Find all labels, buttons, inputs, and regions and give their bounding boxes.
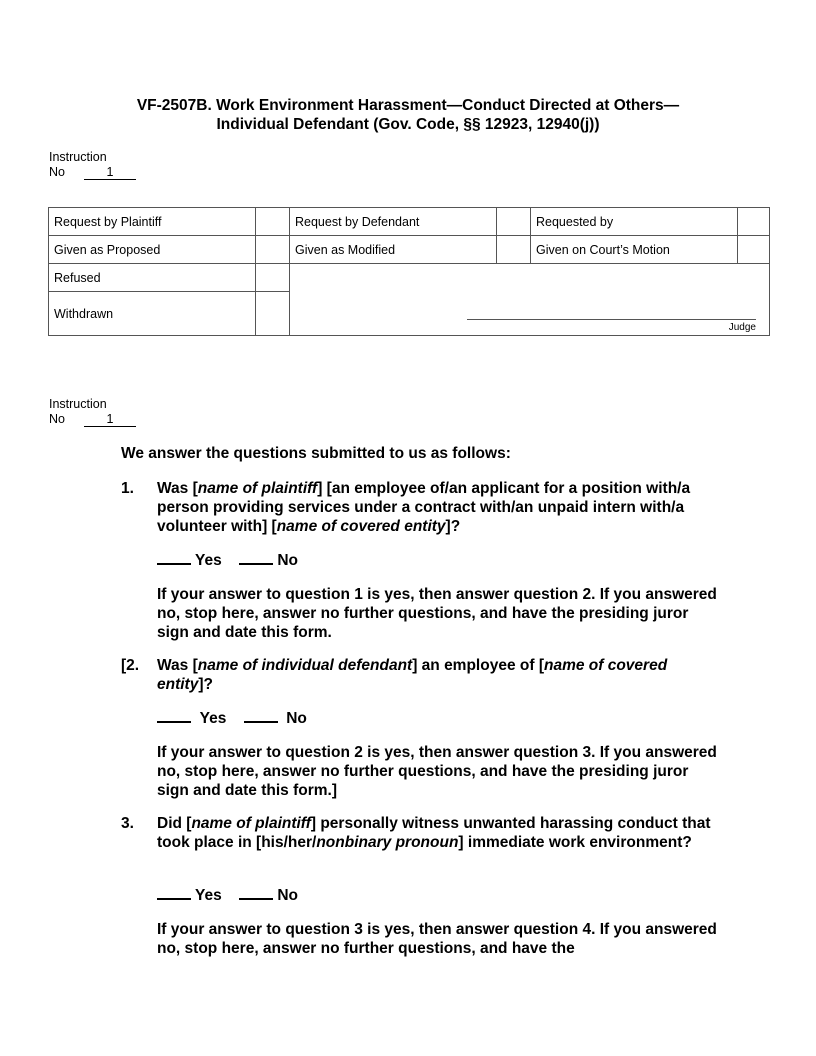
withdrawn-checkbox[interactable] bbox=[256, 292, 290, 336]
yes-label: Yes bbox=[195, 887, 222, 904]
given-as-proposed-checkbox[interactable] bbox=[256, 236, 290, 264]
request-by-plaintiff-label: Request by Plaintiff bbox=[49, 208, 256, 236]
judge-signature-line[interactable] bbox=[467, 319, 756, 320]
instruction-number-2[interactable]: 1 bbox=[84, 413, 136, 427]
instruction-number[interactable]: 1 bbox=[84, 166, 136, 180]
question-number: [2. bbox=[121, 657, 140, 674]
title-line-1: VF-2507B. Work Environment Harassment—Conduct Directed at Others— bbox=[136, 97, 680, 114]
no-label: No bbox=[286, 710, 307, 727]
refused-checkbox[interactable] bbox=[256, 264, 290, 292]
question-number: 1. bbox=[121, 480, 134, 497]
refused-label: Refused bbox=[49, 264, 256, 292]
yes-blank[interactable] bbox=[157, 708, 191, 723]
yes-blank[interactable] bbox=[157, 885, 191, 900]
request-by-defendant-checkbox[interactable] bbox=[497, 208, 531, 236]
question-3-instruction: If your answer to question 3 is yes, then answer question 4. If you answered no, stop here, answer no further questions, and have the bbox=[157, 921, 717, 957]
yes-label: Yes bbox=[195, 552, 222, 569]
answer-choices-1 bbox=[157, 550, 298, 570]
answer-choices-3 bbox=[157, 885, 298, 905]
given-as-modified-checkbox[interactable] bbox=[497, 236, 531, 264]
given-as-modified-label: Given as Modified bbox=[290, 236, 497, 264]
question-3 bbox=[121, 814, 721, 874]
yes-blank[interactable] bbox=[157, 550, 191, 565]
question-1 bbox=[121, 479, 721, 539]
request-by-defendant-label: Request by Defendant bbox=[290, 208, 497, 236]
given-on-courts-motion-checkbox[interactable] bbox=[738, 236, 770, 264]
no-blank[interactable] bbox=[239, 885, 273, 900]
intro-text: We answer the questions submitted to us as follows: bbox=[121, 445, 511, 462]
instruction-number-block-2 bbox=[49, 397, 136, 427]
question-2-instruction: If your answer to question 2 is yes, then answer question 3. If you answered no, stop here, answer no further questions, and have the presiding juror sign and date this form.] bbox=[157, 744, 717, 799]
no-label: No bbox=[49, 165, 65, 179]
instruction-label-2: Instruction bbox=[49, 397, 107, 411]
no-label: No bbox=[277, 552, 298, 569]
no-label-2: No bbox=[49, 412, 65, 426]
instruction-label: Instruction bbox=[49, 150, 107, 164]
given-on-courts-motion-label: Given on Court’s Motion bbox=[531, 236, 738, 264]
request-status-table bbox=[48, 207, 770, 336]
answer-choices-2 bbox=[157, 708, 307, 728]
question-text: Was [name of plaintiff] [an employee of/an applicant for a position with/a person providing services under a contract with/an unpaid intern with/a volunteer with] [name of covered entity]? bbox=[157, 480, 691, 535]
requested-by-label: Requested by bbox=[531, 208, 738, 236]
question-text: Was [name of individual defendant] an employee of [name of covered entity]? bbox=[157, 657, 668, 693]
question-2 bbox=[121, 656, 721, 696]
no-label: No bbox=[277, 887, 298, 904]
no-blank[interactable] bbox=[244, 708, 278, 723]
yes-label: Yes bbox=[199, 710, 227, 727]
question-text: Did [name of plaintiff] personally witness unwanted harassing conduct that took place in [his/her/nonbinary pronoun] immediate work environment? bbox=[157, 815, 711, 851]
request-by-plaintiff-checkbox[interactable] bbox=[256, 208, 290, 236]
requested-by-checkbox[interactable] bbox=[738, 208, 770, 236]
question-number: 3. bbox=[121, 815, 134, 832]
given-as-proposed-label: Given as Proposed bbox=[49, 236, 256, 264]
instruction-number-block bbox=[49, 150, 136, 180]
judge-label: Judge bbox=[728, 322, 756, 333]
no-blank[interactable] bbox=[239, 550, 273, 565]
form-title bbox=[0, 96, 816, 134]
title-line-2: Individual Defendant (Gov. Code, §§ 12923, 12940(j)) bbox=[216, 116, 600, 133]
withdrawn-label: Withdrawn bbox=[49, 292, 256, 336]
judge-signature-area bbox=[290, 264, 770, 336]
question-1-instruction: If your answer to question 1 is yes, then answer question 2. If you answered no, stop here, answer no further questions, and have the presiding juror sign and date this form. bbox=[157, 586, 717, 641]
